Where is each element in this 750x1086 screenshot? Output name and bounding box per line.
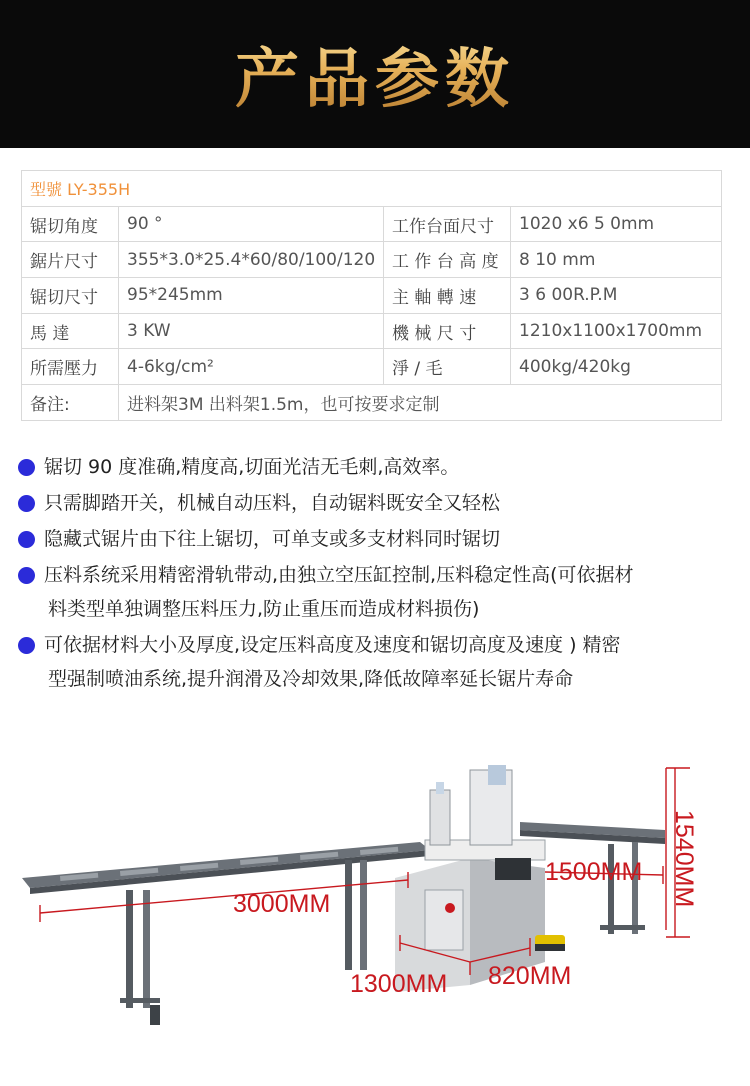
spec-value: 8 10 mm <box>511 242 722 278</box>
spec-value: 3 KW <box>119 313 384 349</box>
table-row-note <box>22 385 722 421</box>
spec-table <box>21 170 722 421</box>
dimension-height-label: 1540MM <box>670 810 698 908</box>
bullet-dot-icon <box>18 459 35 476</box>
spec-label: 工作台面尺寸 <box>384 206 511 242</box>
spec-value: 90 ° <box>119 206 384 242</box>
note-value: 进料架3M 出料架1.5m，也可按要求定制 <box>119 385 722 421</box>
dimension-depth-label: 1300MM <box>350 970 448 998</box>
bullet-dot-icon <box>18 495 35 512</box>
list-item <box>18 558 718 626</box>
list-item <box>18 522 718 556</box>
spec-label: 馬 達 <box>22 313 119 349</box>
feature-text-continued: 料类型单独调整压料压力,防止重压而造成材料损伤) <box>48 598 480 620</box>
feature-text: 隐藏式锯片由下往上锯切，可单支或多支材料同时锯切 <box>44 528 501 550</box>
bullet-dot-icon <box>18 567 35 584</box>
table-row-model <box>22 171 722 207</box>
note-label: 备注: <box>22 385 119 421</box>
table-row <box>22 242 722 278</box>
spec-label: 機 械 尺 寸 <box>384 313 511 349</box>
feature-list <box>18 450 718 698</box>
feature-text: 锯切 90 度准确,精度高,切面光洁无毛刺,高效率。 <box>44 456 460 478</box>
feature-text: 只需脚踏开关，机械自动压料，自动锯料既安全又轻松 <box>44 492 501 514</box>
table-row <box>22 313 722 349</box>
page-title: 产品参数 <box>235 28 515 120</box>
machine-illustration <box>0 730 750 1086</box>
dimension-infeed-label: 3000MM <box>233 890 331 918</box>
bullet-dot-icon <box>18 637 35 654</box>
feature-text: 压料系统采用精密滑轨带动,由独立空压缸控制,压料稳定性高(可依据材 <box>44 564 634 586</box>
spec-value: 1210x1100x1700mm <box>511 313 722 349</box>
dimension-width-label: 820MM <box>488 962 572 990</box>
spec-label: 工 作 台 高 度 <box>384 242 511 278</box>
model-cell: 型號 LY-355H <box>22 171 722 207</box>
dimension-outfeed-label: 1500MM <box>545 858 643 886</box>
spec-value: 355*3.0*25.4*60/80/100/120 <box>119 242 384 278</box>
table-row <box>22 349 722 385</box>
spec-label: 锯切尺寸 <box>22 278 119 314</box>
list-item <box>18 628 718 696</box>
spec-value: 95*245mm <box>119 278 384 314</box>
spec-label: 鋸片尺寸 <box>22 242 119 278</box>
bullet-dot-icon <box>18 531 35 548</box>
spec-value: 4-6kg/cm² <box>119 349 384 385</box>
table-row <box>22 206 722 242</box>
cutting-saw-machine-image <box>0 730 750 1086</box>
spec-label: 所需壓力 <box>22 349 119 385</box>
header-banner <box>0 0 750 148</box>
spec-value: 1020 x6 5 0mm <box>511 206 722 242</box>
spec-label: 淨 / 毛 <box>384 349 511 385</box>
spec-label: 锯切角度 <box>22 206 119 242</box>
list-item <box>18 450 718 484</box>
feature-text-continued: 型强制喷油系统,提升润滑及冷却效果,降低故障率延长锯片寿命 <box>48 668 574 690</box>
list-item <box>18 486 718 520</box>
feature-text: 可依据材料大小及厚度,设定压料高度及速度和锯切高度及速度 ) 精密 <box>44 634 621 656</box>
spec-value: 3 6 00R.P.M <box>511 278 722 314</box>
table-row <box>22 278 722 314</box>
spec-label: 主 軸 轉 速 <box>384 278 511 314</box>
spec-value: 400kg/420kg <box>511 349 722 385</box>
